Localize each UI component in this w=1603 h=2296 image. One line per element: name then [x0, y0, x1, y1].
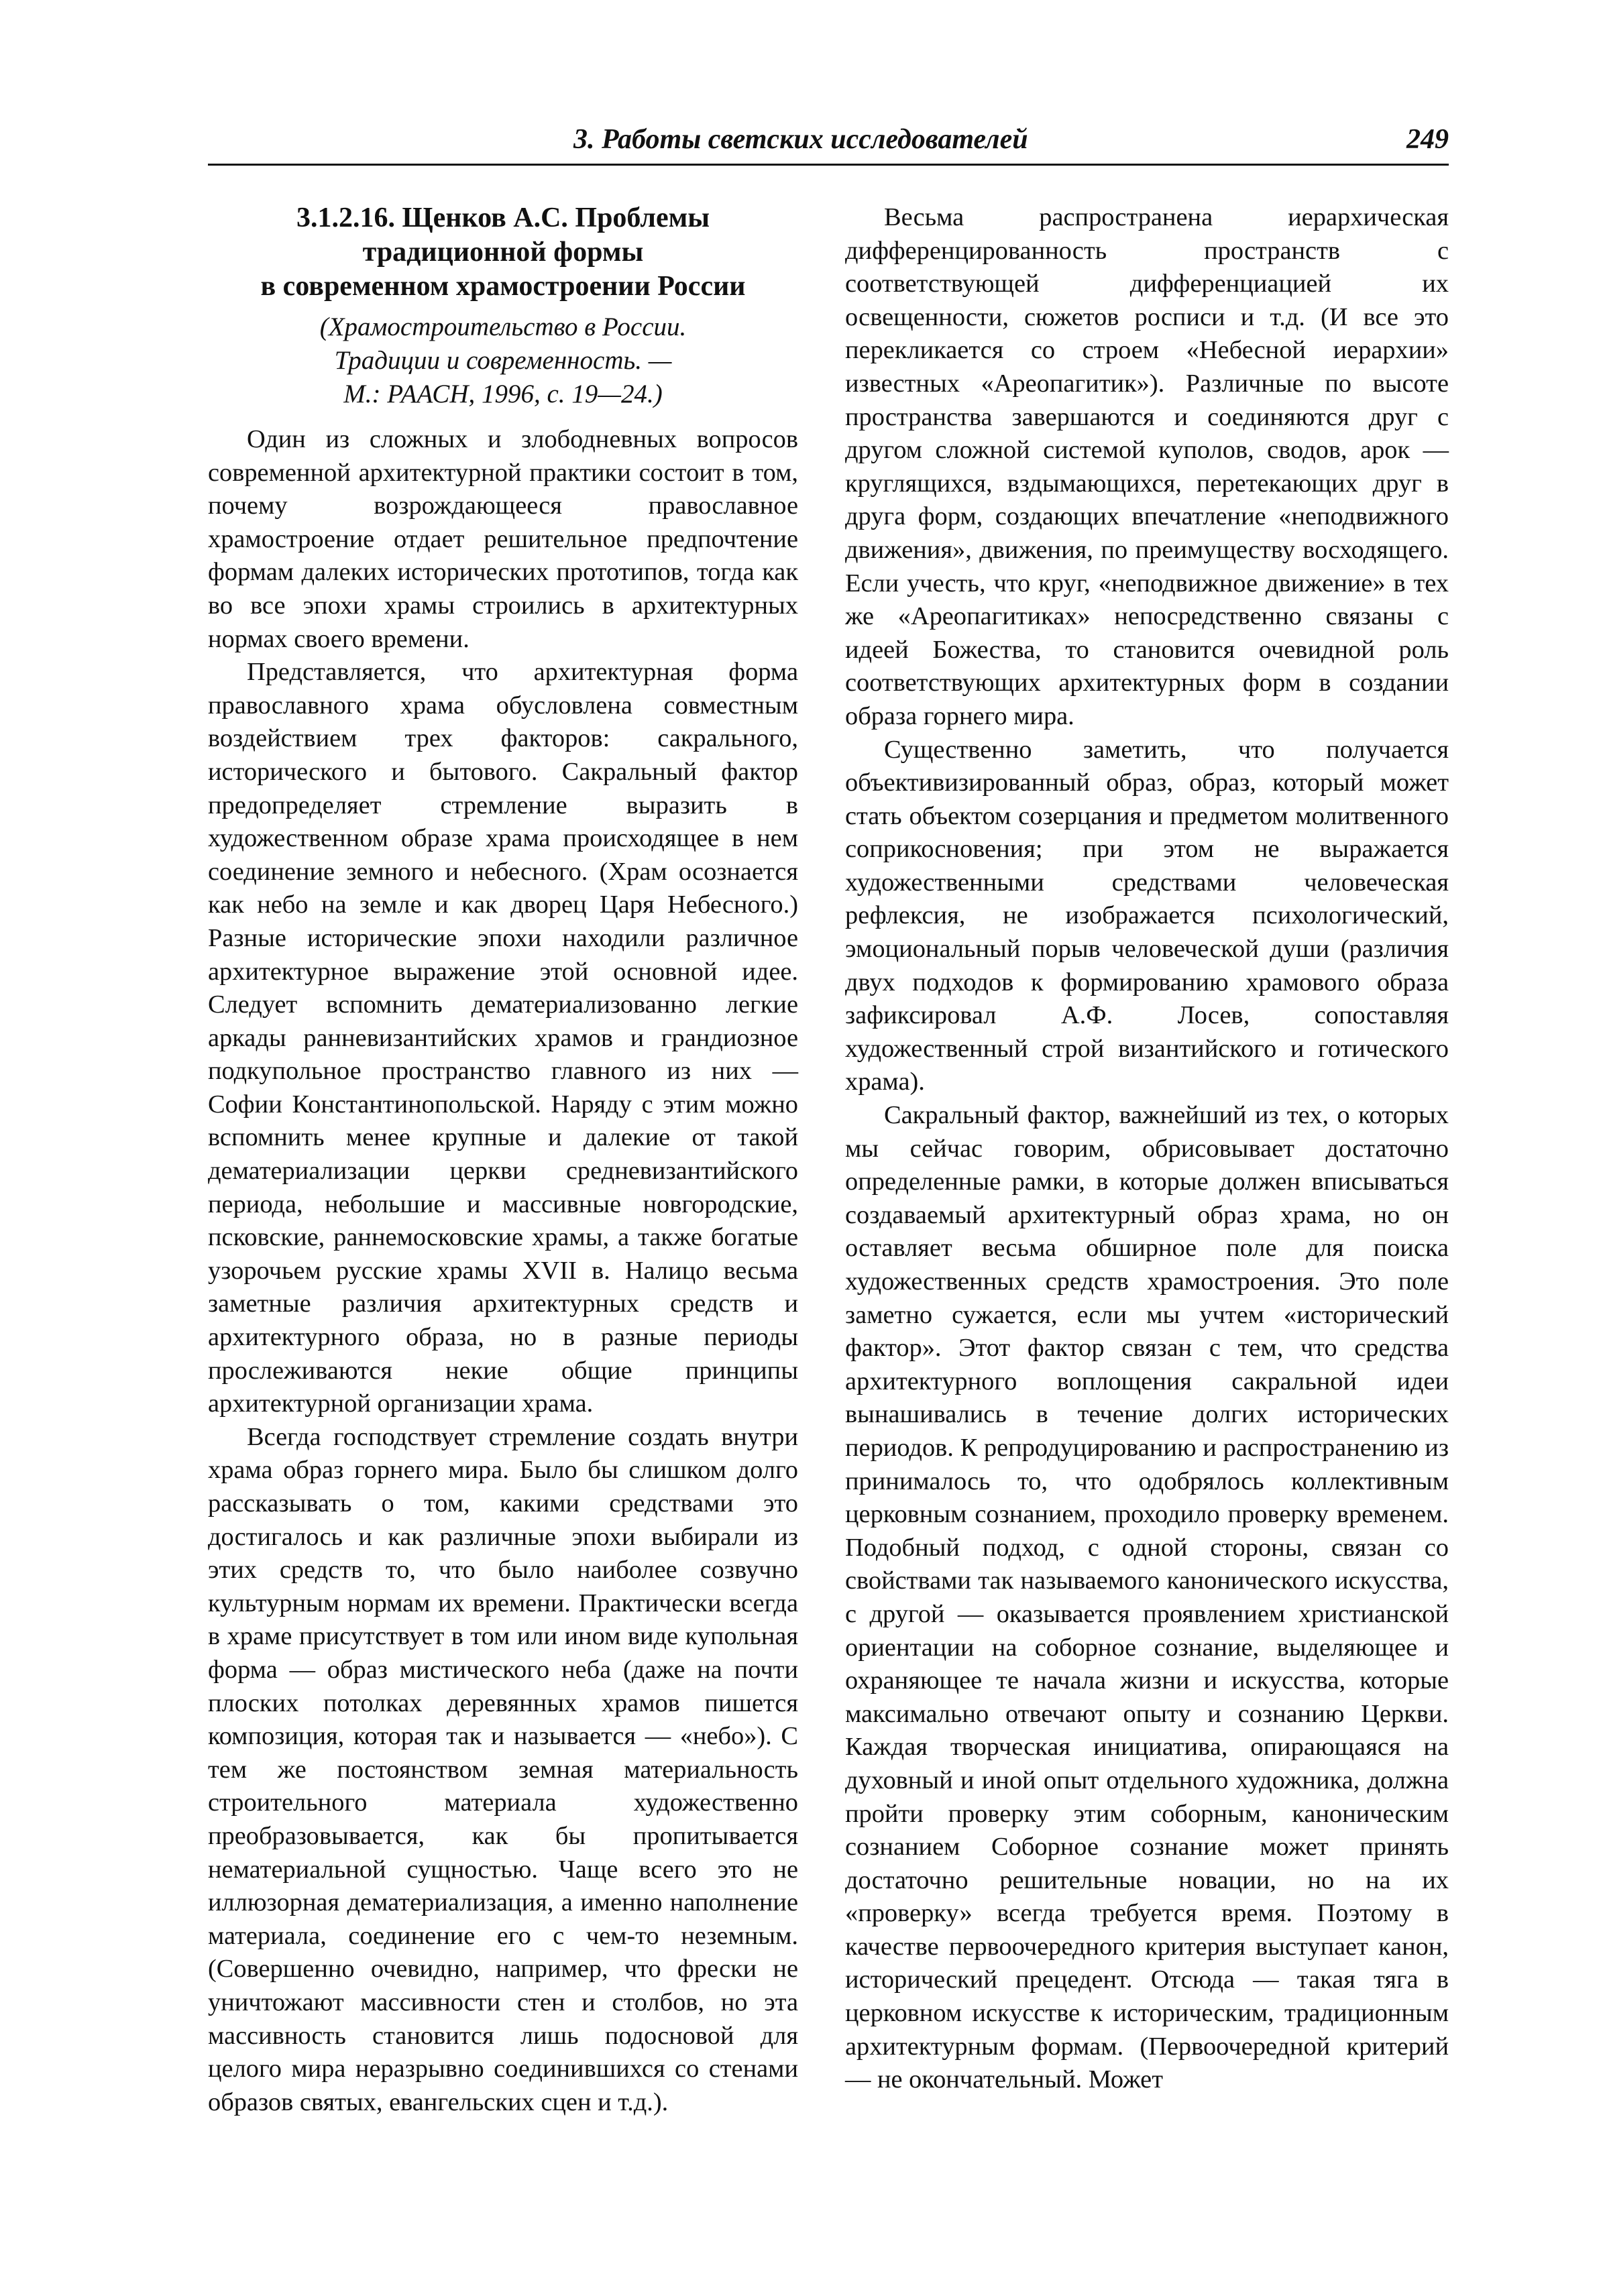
- source-citation: [208, 310, 798, 411]
- heading-line: 3.1.2.16. Щенков А.С. Проблемы: [296, 203, 710, 233]
- heading-line: традиционной формы: [362, 237, 644, 268]
- left-column: [208, 201, 798, 2119]
- paragraph: Один из сложных и злободневных вопросов современной архитектурной практики состоит в том, почему возрождающееся православное храмостроение отдает решительное предпочтение формам далеких исторических прототипов, тогда как во все эпохи храмы строились в архитектурных нормах своего времени.: [208, 425, 798, 653]
- paragraph: Представляется, что архитектурная форма православного храма обусловлена совместным воздействием трех факторов: сакрального, исторического и бытового. Сакральный фактор предопределяет стремление выразить в художественном образе храма происходящее в нем соединение земного и небесного. (Храм осознается как небо на земле и как дворец Царя Небесного.) Разные исторические эпохи находили различное архитектурное выражение этой основной идее. Следует вспомнить дематериализованно легкие аркады ранневизантийских храмов и грандиозное подкупольное пространство главного из них — Софии Константинопольской. Наряду с этим можно вспомнить менее крупные и далекие от такой дематериализации церкви средневизантийского периода, небольшие и массивные новгородские, псковские, раннемосковские храмы, а также богатые узорочьем русские храмы XVII в. Налицо весьма заметные различия архитектурных средств и архитектурного образа, но в разные периоды прослеживаются некие общие принципы архитектурной организации храма.: [208, 658, 798, 1418]
- source-line: Традиции и современность. —: [334, 346, 672, 375]
- page-number: 249: [1406, 124, 1449, 155]
- paragraph: Сакральный фактор, важнейший из тех, о которых мы сейчас говорим, обрисовывает достаточно определенные рамки, в которые должен вписываться создаваемый архитектурный образ храма, но он оставляет весьма обширное поле для поиска художественных средств храмостроения. Это поле заметно сужается, если мы учтем «исторический фактор». Этот фактор связан с тем, что средства архитектурного воплощения сакральной идеи вынашивались в течение долгих исторических периодов. К репродуцированию и распространению из принималось то, что одобрялось коллективным церковным сознанием, проходило проверку временем. Подобный подход, с одной стороны, связан со свойствами так называемого канонического искусства, с другой — оказывается проявлением христианской ориентации на соборное сознание, выделяющее и охраняющее те начала жизни и искусства, которые максимально отвечают опыту и сознанию Церкви. Каждая творческая инициатива, опирающаяся на духовный и иной опыт отдельного художника, должна пройти проверку этим соборным, каноническим сознанием Соборное сознание может принять достаточно решительные новации, но на их «проверку» всегда требуется время. Поэтому в качестве первоочередного критерия выступает канон, исторический прецедент. Отсюда — такая тяга в церковном искусстве к историческим, традиционным архитектурным формам. (Первоочередной критерий — не окончательный. Может: [845, 1101, 1449, 2094]
- article-heading: [208, 201, 798, 304]
- running-title: 3. Работы светских исследователей: [573, 124, 1028, 155]
- running-head: [208, 122, 1449, 166]
- heading-line: в современном храмостроении России: [260, 271, 746, 302]
- paragraph: Весьма распространена иерархическая дифференцированность пространств с соответствующей дифференциацией их освещенности, сюжетов росписи и т.д. (И все это перекликается со строем «Небесной иерархии» известных «Ареопагитик»). Различные по высоте пространства завершаются и соединяются друг с другом сложной системой куполов, сводов, арок — круглящихся, вздымающихся, перетекающих друг в друга форм, создающих впечатление «неподвижного движения», движения, по преимуществу восходящего. Если учесть, что круг, «неподвижное движение» в тех же «Ареопагитиках» непосредственно связаны с идеей Божества, то становится очевидной роль соответствующих архитектурных форм в создании образа горнего мира.: [845, 203, 1449, 730]
- source-line: М.: РААСН, 1996, с. 19—24.): [343, 380, 663, 408]
- paragraph: Всегда господствует стремление создать внутри храма образ горнего мира. Было бы слишком долго рассказывать о том, какими средствами это достигалось и как различные эпохи выбирали из этих средств то, что было наиболее созвучно культурным нормам их времени. Практически всегда в храме присутствует в том или ином виде купольная форма — образ мистического неба (даже на почти плоских потолках деревянных храмов пишется композиция, которая так и называется — «небо»). С тем же постоянством земная материальность строительного материала художественно преобразовывается, как бы пропитывается нематериальной сущностью. Чаще всего это не иллюзорная дематериализация, а именно наполнение материала, соединение его с чем-то неземным. (Совершенно очевидно, например, что фрески не уничтожают массивности стен и столбов, но эта массивность становится лишь подосновой для целого мира неразрывно соединившихся со стенами образов святых, евангельских сцен и т.д.).: [208, 1422, 798, 2116]
- paragraph: Существенно заметить, что получается объективизированный образ, образ, который может стать объектом созерцания и предметом молитвенного соприкосновения; при этом не выражается художественными средствами человеческая рефлексия, не изображается психологический, эмоциональный порыв человеческой души (различия двух подходов к формированию храмового образа зафиксировал А.Ф. Лосев, сопоставляя художественный строй византийского и готического храма).: [845, 735, 1449, 1096]
- right-column: [845, 201, 1449, 2097]
- source-line: (Храмостроительство в России.: [319, 312, 687, 341]
